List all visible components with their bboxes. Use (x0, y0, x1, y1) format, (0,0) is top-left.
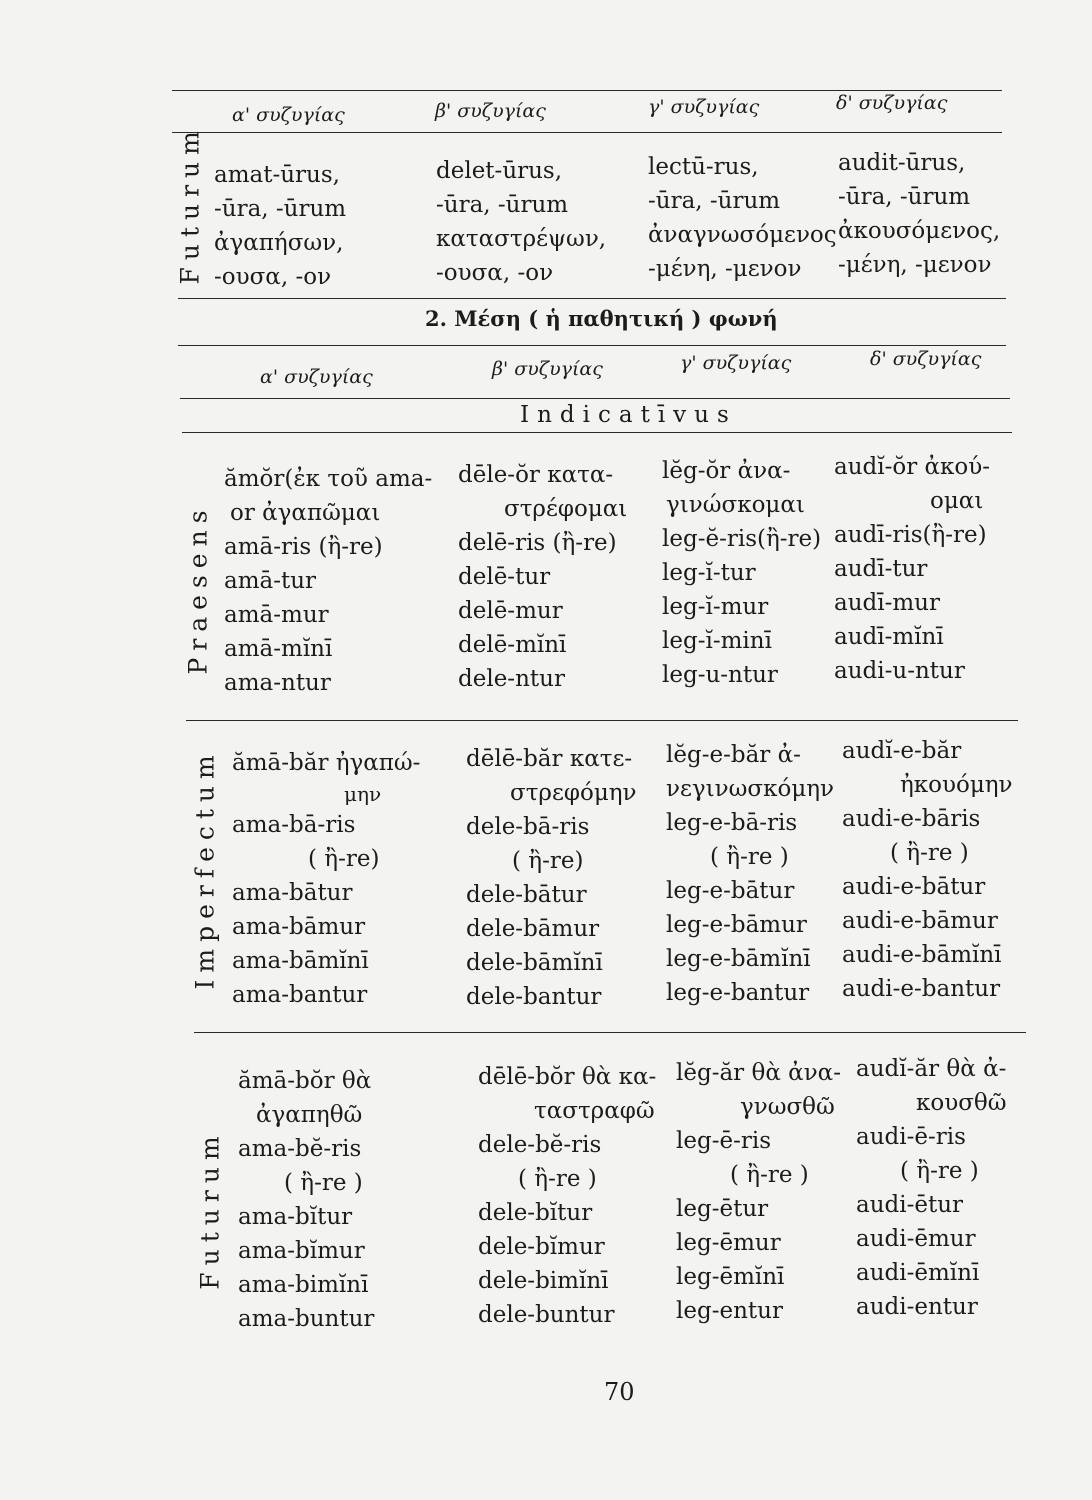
top-col-3: lectū-rus, -ūra, -ūrum ἀναγνωσόμενος -μένη, -μενον (648, 154, 837, 282)
mid-header-4: δ' συζυγίας (870, 348, 982, 370)
imperfectum-col-3: lĕg-e-băr ἀ- νεγινωσκόμην leg-e-bā-ris ( ἢ-re ) leg-e-bātur leg-e-bāmur leg-e-bāmĭnī leg-e-bantur (666, 742, 835, 1006)
mid-header-3: γ' συζυγίας (680, 352, 792, 374)
praesens-col-3: lĕg-ŏr ἀνα- γινώσκομαι leg-ĕ-ris(ἢ-re) leg-ĭ-tur leg-ĭ-mur leg-ĭ-minī leg-u-ntur (662, 458, 822, 688)
page-number: 70 (604, 1378, 635, 1406)
top-header-1: α' συζυγίας (232, 104, 345, 126)
top-header-4: δ' συζυγίας (836, 92, 948, 114)
mid-header-rule (180, 398, 1010, 399)
futurum-label: Futurum (195, 1129, 225, 1290)
futurum-top-label: Futurum (175, 124, 205, 285)
mid-header-2: β' συζυγίας (492, 358, 603, 380)
top-col-1: amat-ūrus, -ūra, -ūrum ἀγαπήσων, -ουσα, -ον (214, 162, 347, 290)
section-rule (178, 345, 1006, 346)
mid-header-1: α' συζυγίας (260, 366, 373, 388)
top-col-2: delet-ūrus, -ūra, -ūrum καταστρέψων, -ουσα, -ον (436, 158, 607, 286)
imperfectum-label: Imperfectum (190, 748, 220, 990)
imperfectum-col-4: audĭ-e-băr ἠκουόμην audi-e-bāris ( ἢ-re ) audi-e-bātur audi-e-bāmur audi-e-bāmĭnī audi-e-bantur (842, 738, 1013, 1002)
praesens-col-4: audĭ-ŏr ἀκού- ομαι audī-ris(ἢ-re) audī-tur audī-mur audī-mĭnī audi-u-ntur (834, 454, 991, 684)
futurum-col-1: ămā-bŏr θὰ ἀγαπηθῶ ama-bĕ-ris ( ἢ-re ) ama-bĭtur ama-bĭmur ama-bimĭnī ama-buntur (238, 1068, 375, 1332)
imperfectum-col-1: ămā-băr ἠγαπώ- μην ama-bā-ris ( ἢ-re) ama-bātur ama-bāmur ama-bāmĭnī ama-bantur (232, 750, 421, 1008)
futurum-col-3: lĕg-ăr θὰ ἀνα- γνωσθῶ leg-ē-ris ( ἢ-re ) leg-ētur leg-ēmur leg-ēmĭnī leg-entur (676, 1060, 841, 1324)
section-title: 2. Μέση ( ἡ παθητική ) φωνή (425, 306, 778, 331)
top-bottom-rule (178, 298, 1006, 299)
top-header-2: β' συζυγίας (435, 100, 546, 122)
indicativus-heading: Indicatīvus (520, 402, 737, 428)
top-col-4: audit-ūrus, -ūra, -ūrum ἀκουσόμενος, -μένη, -μενον (838, 150, 1001, 278)
top-header-rule (172, 132, 1002, 133)
futurum-col-4: audĭ-ăr θὰ ἀ- κουσθῶ audi-ē-ris ( ἢ-re ) audi-ētur audi-ēmur audi-ēmĭnī audi-entur (856, 1056, 1007, 1320)
imperfectum-rule (194, 1032, 1026, 1033)
futurum-col-2: dēlē-bŏr θὰ κα- ταστραφῶ dele-bĕ-ris ( ἢ-re ) dele-bĭtur dele-bĭmur dele-bimĭnī dele-buntur (478, 1064, 657, 1328)
top-rule (172, 90, 1002, 91)
top-header-3: γ' συζυγίας (648, 96, 760, 118)
indicativus-rule (182, 432, 1012, 433)
imperfectum-col-2: dēlē-băr κατε- στρεφόμην dele-bā-ris ( ἢ-re) dele-bātur dele-bāmur dele-bāmĭnī dele-bantur (466, 746, 637, 1010)
praesens-col-1: ămŏr(ἐκ τοῦ ama- or ἀγαπῶμαι amā-ris (ἢ-re) amā-tur amā-mur amā-mĭnī ama-ntur (224, 466, 433, 696)
praesens-col-2: dēle-ŏr κατα- στρέφομαι delē-ris (ἢ-re) delē-tur delē-mur delē-mĭnī dele-ntur (458, 462, 628, 692)
praesens-rule (186, 720, 1018, 721)
praesens-label: Praesens (183, 503, 213, 675)
